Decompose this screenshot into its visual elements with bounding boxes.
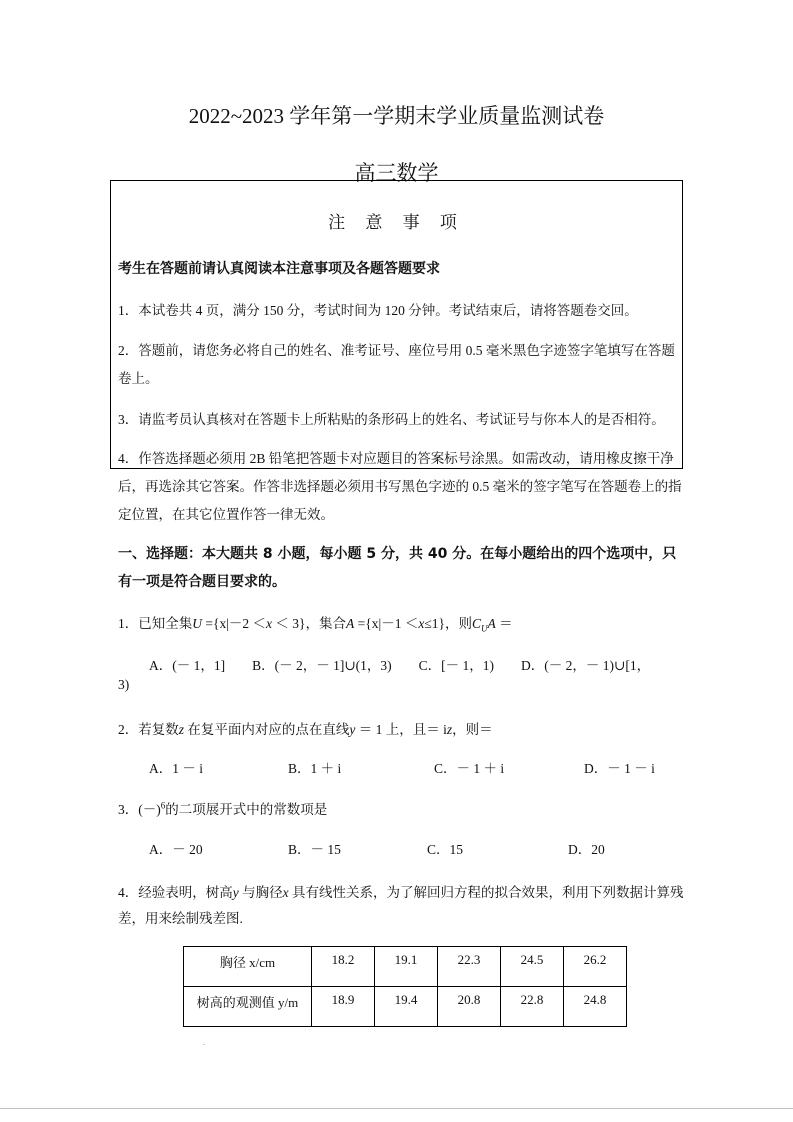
exam-title: 2022~2023 学年第一学期末学业质量监测试卷 xyxy=(188,104,605,128)
table-cell: 22.3 xyxy=(438,947,501,987)
question-4-stem xyxy=(118,880,688,932)
table-row xyxy=(184,947,627,987)
question-3-option-b: B．－ 15 xyxy=(288,842,341,857)
var: z xyxy=(446,722,453,737)
table-cell: 19.1 xyxy=(375,947,438,987)
text: 与胸径 xyxy=(238,885,283,900)
text: ＝ xyxy=(495,616,513,631)
table-cell: 22.8 xyxy=(501,987,564,1027)
question-2-stem xyxy=(118,718,493,738)
var: U xyxy=(480,623,488,634)
table-cell: 26.2 xyxy=(564,947,627,987)
var: y xyxy=(232,885,239,900)
text: 4．经验表明，树高 xyxy=(118,885,233,900)
section-heading: 一、选择题：本大题共 8 小题，每小题 5 分，共 40 分。在每小题给出的四个选项中，只有一项是符合题目要求的。 xyxy=(118,546,677,590)
notice-item-1: 1．本试卷共 4 页，满分 150 分，考试时间为 120 分钟。考试结束后，请将答题卷交回。 xyxy=(118,303,638,318)
notice-subheading: 考生在答题前请认真阅读本注意事项及各题答题要求 xyxy=(118,261,440,277)
table-cell: 24.5 xyxy=(501,947,564,987)
exponent: 6 xyxy=(160,800,166,811)
notice-item-2: 2．答题前，请您务必将自己的姓名、准考证号、座位号用 0.5 毫米黑色字迹签字笔填写在答题卷上。 xyxy=(118,343,675,386)
text: ＜ 3}，集合 xyxy=(272,616,347,631)
text: 具有线性关系，为了解回归方程的拟合效果，利用下列数据计算残差，用来绘制残差图. xyxy=(118,885,684,926)
text: ≤1}，则 xyxy=(424,616,472,631)
table-cell: 18.9 xyxy=(312,987,375,1027)
question-3-option-a: A．－ 20 xyxy=(149,842,203,857)
data-table xyxy=(183,946,627,1027)
var: x xyxy=(282,885,289,900)
var: x xyxy=(266,616,273,631)
var: y xyxy=(349,722,356,737)
table-row xyxy=(184,987,627,1027)
var: x xyxy=(418,616,425,631)
text: 3．(－) xyxy=(118,802,161,817)
text: 的二项展开式中的常数项是 xyxy=(165,802,328,817)
question-3-option-d: D．20 xyxy=(568,842,605,857)
notice-item-3: 3．请监考员认真核对在答题卡上所粘贴的条形码上的姓名、考试证号与你本人的是否相符。 xyxy=(118,412,665,427)
notice-item-4: 4．作答选择题必须用 2B 铅笔把答题卡对应题目的答案标号涂黑。如需改动，请用橡皮擦干净后，再选涂其它答案。作答非选择题必须用书写黑色字迹的 0.5 毫米的签字笔写在答题卷上的指定位置，在其它位置作答一律无效。 xyxy=(118,451,682,522)
text: ＝ 1 上，且＝ i xyxy=(355,722,447,737)
table-cell: 24.8 xyxy=(564,987,627,1027)
question-1-stem xyxy=(118,612,513,634)
notice-heading: 注 意 事 项 xyxy=(328,213,465,232)
var: U xyxy=(192,616,202,631)
table-cell: 18.2 xyxy=(312,947,375,987)
question-3-stem xyxy=(118,798,327,818)
question-2-option-d: D．－ 1 － i xyxy=(584,761,655,776)
page-bottom-divider xyxy=(0,1108,793,1109)
var: A xyxy=(487,616,496,631)
table-row-label: 树高的观测值 y/m xyxy=(184,987,312,1027)
table-cell: 20.8 xyxy=(438,987,501,1027)
text: ={x|－1 ＜ xyxy=(354,616,419,631)
text: ={x|－2 ＜ xyxy=(202,616,267,631)
question-3-option-c: C．15 xyxy=(427,842,464,857)
text: 在复平面内对应的点在直线 xyxy=(184,722,350,737)
text: 1．已知全集 xyxy=(118,616,193,631)
text: 2．若复数 xyxy=(118,722,179,737)
stray-mark xyxy=(203,1044,205,1045)
question-2-option-a: A．1 － i xyxy=(149,761,203,776)
var: C xyxy=(471,616,481,631)
question-2-option-c: C．－ 1 ＋ i xyxy=(434,761,505,776)
table-row-label: 胸径 x/cm xyxy=(184,947,312,987)
question-1-options: A．(－ 1，1] B．(－ 2，－ 1]∪(1，3) C．[－ 1，1) D．(－ 2，－ 1)∪[1， xyxy=(149,658,651,673)
var: A xyxy=(346,616,355,631)
question-2-option-b: B．1 ＋ i xyxy=(288,761,342,776)
exam-subject: 高三数学 xyxy=(354,161,439,185)
var: z xyxy=(178,722,185,737)
question-1-options-cont: 3) xyxy=(118,677,130,692)
text: ，则＝ xyxy=(452,722,493,737)
table-cell: 19.4 xyxy=(375,987,438,1027)
